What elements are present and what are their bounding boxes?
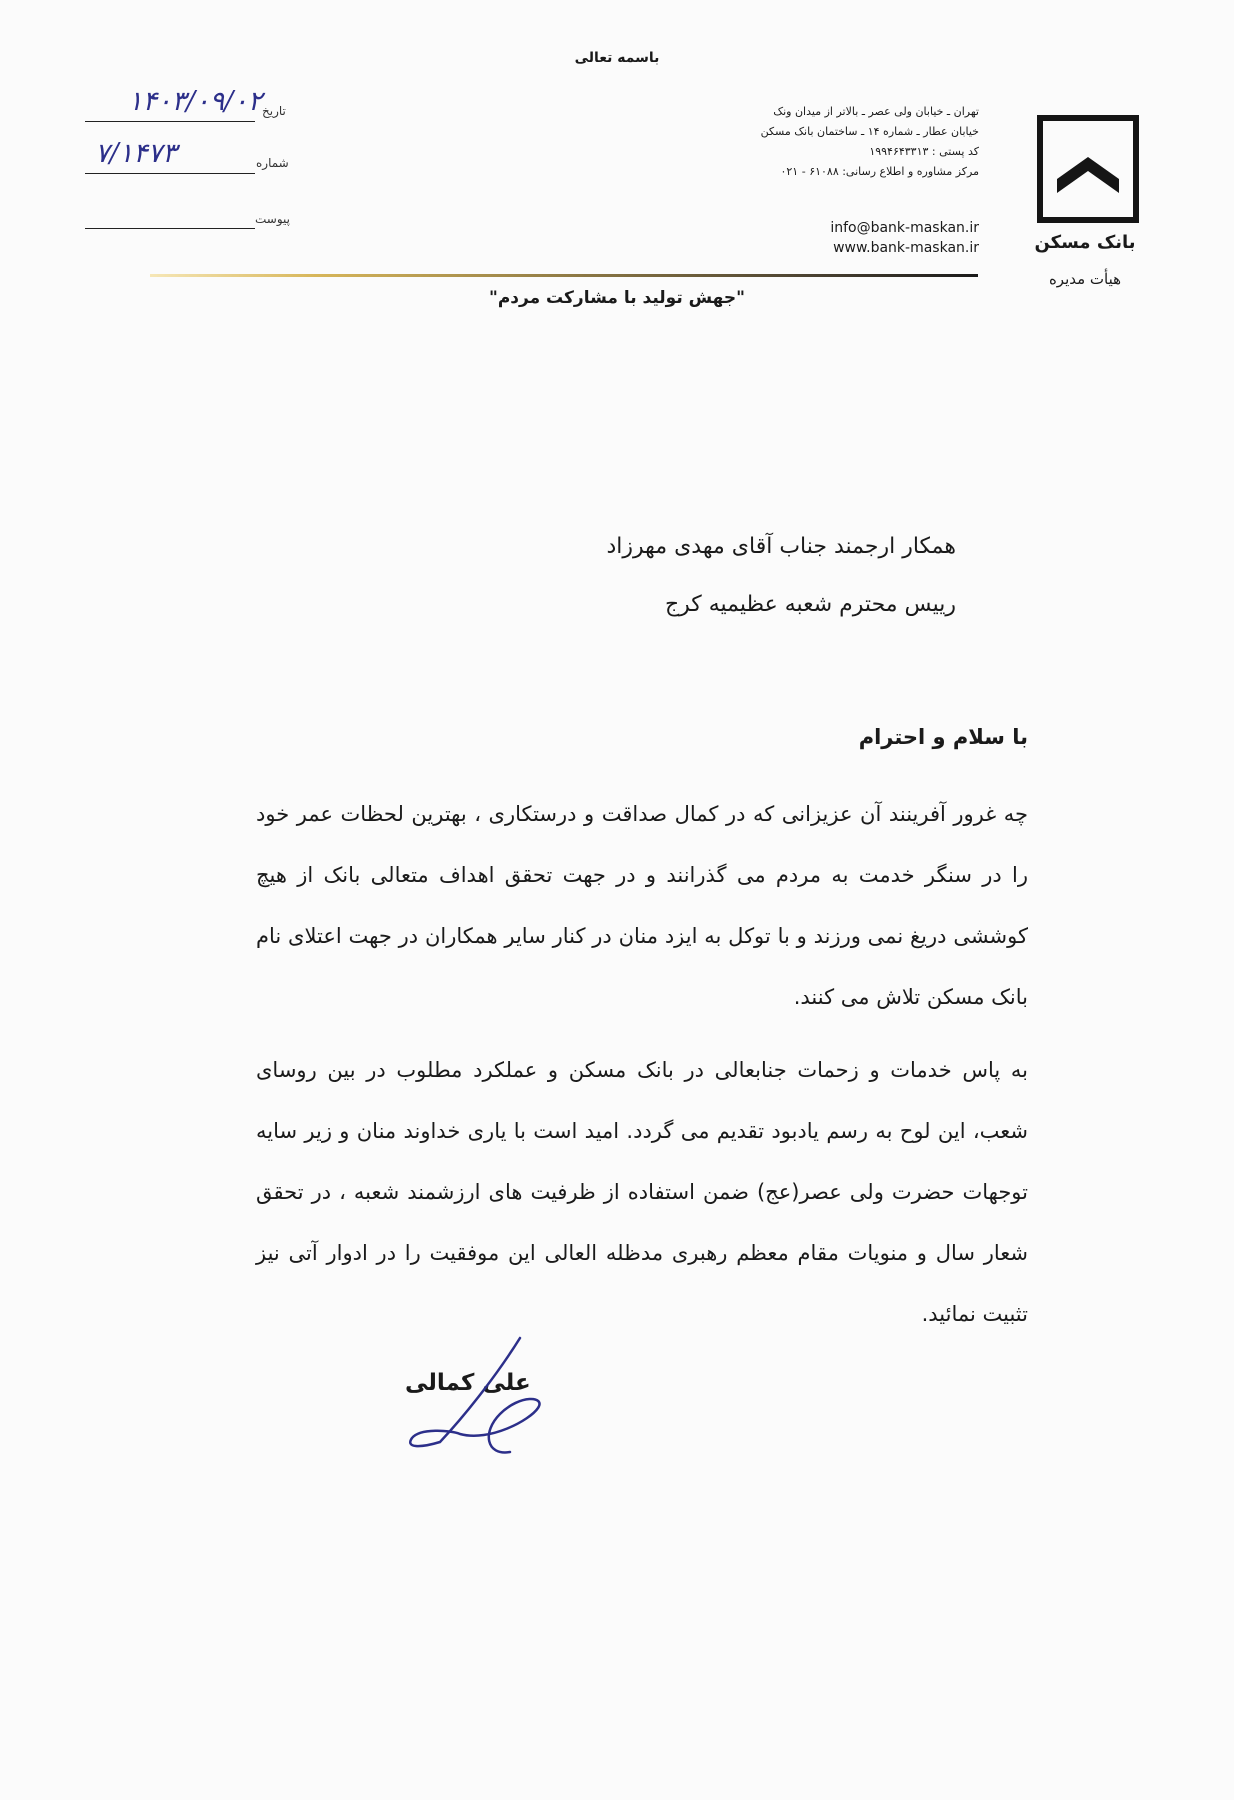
roof-chevron-icon (1043, 121, 1133, 217)
date-underline (85, 121, 255, 122)
greeting: با سلام و احترام (858, 725, 1028, 749)
date-value: ۱۴۰۳/۰۹/۰۲ (128, 86, 263, 117)
date-label: تاریخ (262, 104, 286, 118)
recipient-name: همکار ارجمند جناب آقای مهدی مهرزاد (606, 534, 956, 559)
logo-subtitle: هیأت مدیره (1048, 270, 1122, 288)
address-block (629, 102, 979, 182)
address-line: خیابان عطار ـ شماره ۱۴ ـ ساختمان بانک مسکن (760, 125, 979, 138)
number-value: ۷/۱۴۷۳ (95, 138, 177, 169)
slogan: "جهش تولید با مشارکت مردم" (488, 288, 745, 308)
logo-bank-name: بانک مسکن (1034, 232, 1136, 253)
website-link[interactable]: www.bank-maskan.ir (833, 240, 979, 256)
attachment-underline (85, 228, 255, 229)
number-label: شماره (256, 156, 289, 170)
info-center-phone: مرکز مشاوره و اطلاع رسانی: ۶۱۰۸۸ - ۰۲۱ (780, 165, 979, 178)
bank-logo (1037, 115, 1139, 223)
postal-code: کد پستی : ۱۹۹۴۶۴۳۳۱۳ (869, 145, 979, 158)
header-divider (150, 274, 978, 277)
bismillah-heading: باسمه تعالی (574, 50, 660, 66)
body-paragraph-2: به پاس خدمات و زحمات جنابعالی در بانک مسکن و عملکرد مطلوب در بین روسای شعب، این لوح به رسم یادبود تقدیم می گردد. امید است با یاری خداوند منان و زیر سایه توجهات حضرت ولی عصر(عج) ضمن استفاده از ظرفیت های ارزشمند شعبه ، در تحقق شعار سال و منویات مقام معظم رهبری مدظله العالی این موفقیت را در ادوار آتی نیز تثبیت نمائید. (256, 1058, 1028, 1326)
address-line: تهران ـ خیابان ولی عصر ـ بالاتر از میدان ونک (773, 105, 979, 118)
signatory-name: علی کمالی (405, 1370, 531, 1396)
contact-block (744, 218, 979, 258)
body-paragraph-1: چه غرور آفرینند آن عزیزانی که در کمال صداقت و درستکاری ، بهترین لحظات عمر خود را در سنگر خدمت به مردم می گذرانند و در جهت تحقق اهداف متعالی بانک از هیچ کوششی دریغ نمی ورزند و با توکل به ایزد منان در کنار سایر همکاران در جهت اعتلای نام بانک مسکن تلاش می کنند. (256, 802, 1028, 1009)
recipient-title: رییس محترم شعبه عظیمیه کرج (664, 592, 956, 617)
email-link[interactable]: info@bank-maskan.ir (830, 220, 979, 236)
handwritten-signature (400, 1330, 570, 1470)
number-underline (85, 173, 255, 174)
attachment-label: پیوست (255, 212, 290, 226)
recipient-block (256, 518, 956, 634)
